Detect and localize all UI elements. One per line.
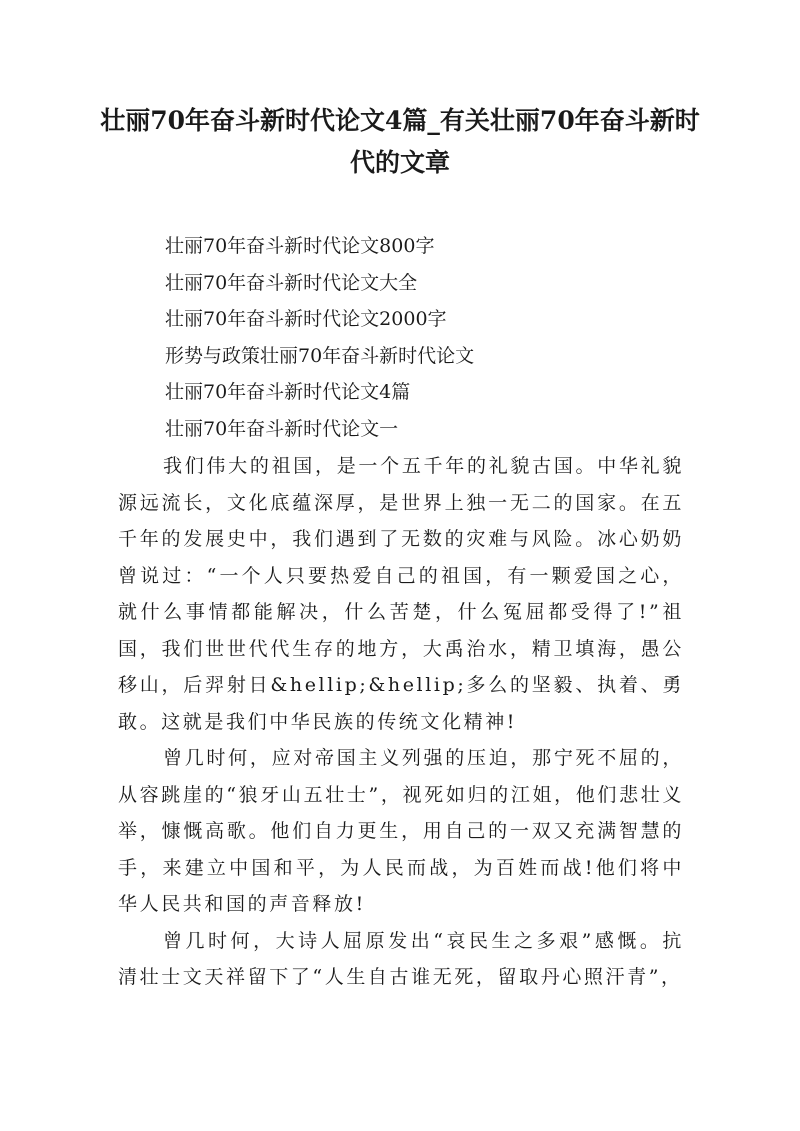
toc-item: 壮丽70年奋斗新时代论文800字 [165, 235, 435, 257]
toc-item: 形势与政策壮丽70年奋斗新时代论文 [165, 344, 475, 367]
body-paragraph: 我们伟大的祖国，是一个五千年的礼貌古国。中华礼貌源远流长，文化底蕴深厚，是世界上独一无二的国家。在五千年的发展史中，我们遇到了无数的灾难与风险。冰心奶奶曾说过：“一个人只要热爱自己的祖国，有一颗爱国之心，就什么事情都能解决，什么苦楚，什么冤屈都受得了!”祖国，我们世世代代生存的地方，大禹治水，精卫填海，愚公移山，后羿射日&hellip;&hellip;多么的坚毅、执着、勇敢。这就是我们中华民族的传统文化精神! [118, 455, 684, 733]
body-paragraph: 曾几时何，大诗人屈原发出“哀民生之多艰”感慨。抗清壮士文天祥留下了“人生自古谁无死，留取丹心照汗青”， [118, 929, 684, 988]
document-title: 壮丽70年奋斗新时代论文4篇_有关壮丽70年奋斗新时代的文章 [100, 106, 700, 177]
document-body [118, 448, 684, 996]
toc-item: 壮丽70年奋斗新时代论文4篇 [165, 381, 411, 403]
toc-list [165, 228, 725, 447]
toc-item: 壮丽70年奋斗新时代论文大全 [165, 271, 418, 294]
toc-item: 壮丽70年奋斗新时代论文一 [165, 417, 399, 440]
body-paragraph: 曾几时何，应对帝国主义列强的压迫，那宁死不屈的，从容跳崖的“狼牙山五壮士”，视死如归的江姐，他们悲壮义举，慷慨高歌。他们自力更生，用自己的一双又充满智慧的手，来建立中国和平，为人民而战，为百姓而战!他们将中华人民共和国的声音释放! [118, 747, 684, 915]
toc-item: 壮丽70年奋斗新时代论文2000字 [165, 308, 447, 330]
